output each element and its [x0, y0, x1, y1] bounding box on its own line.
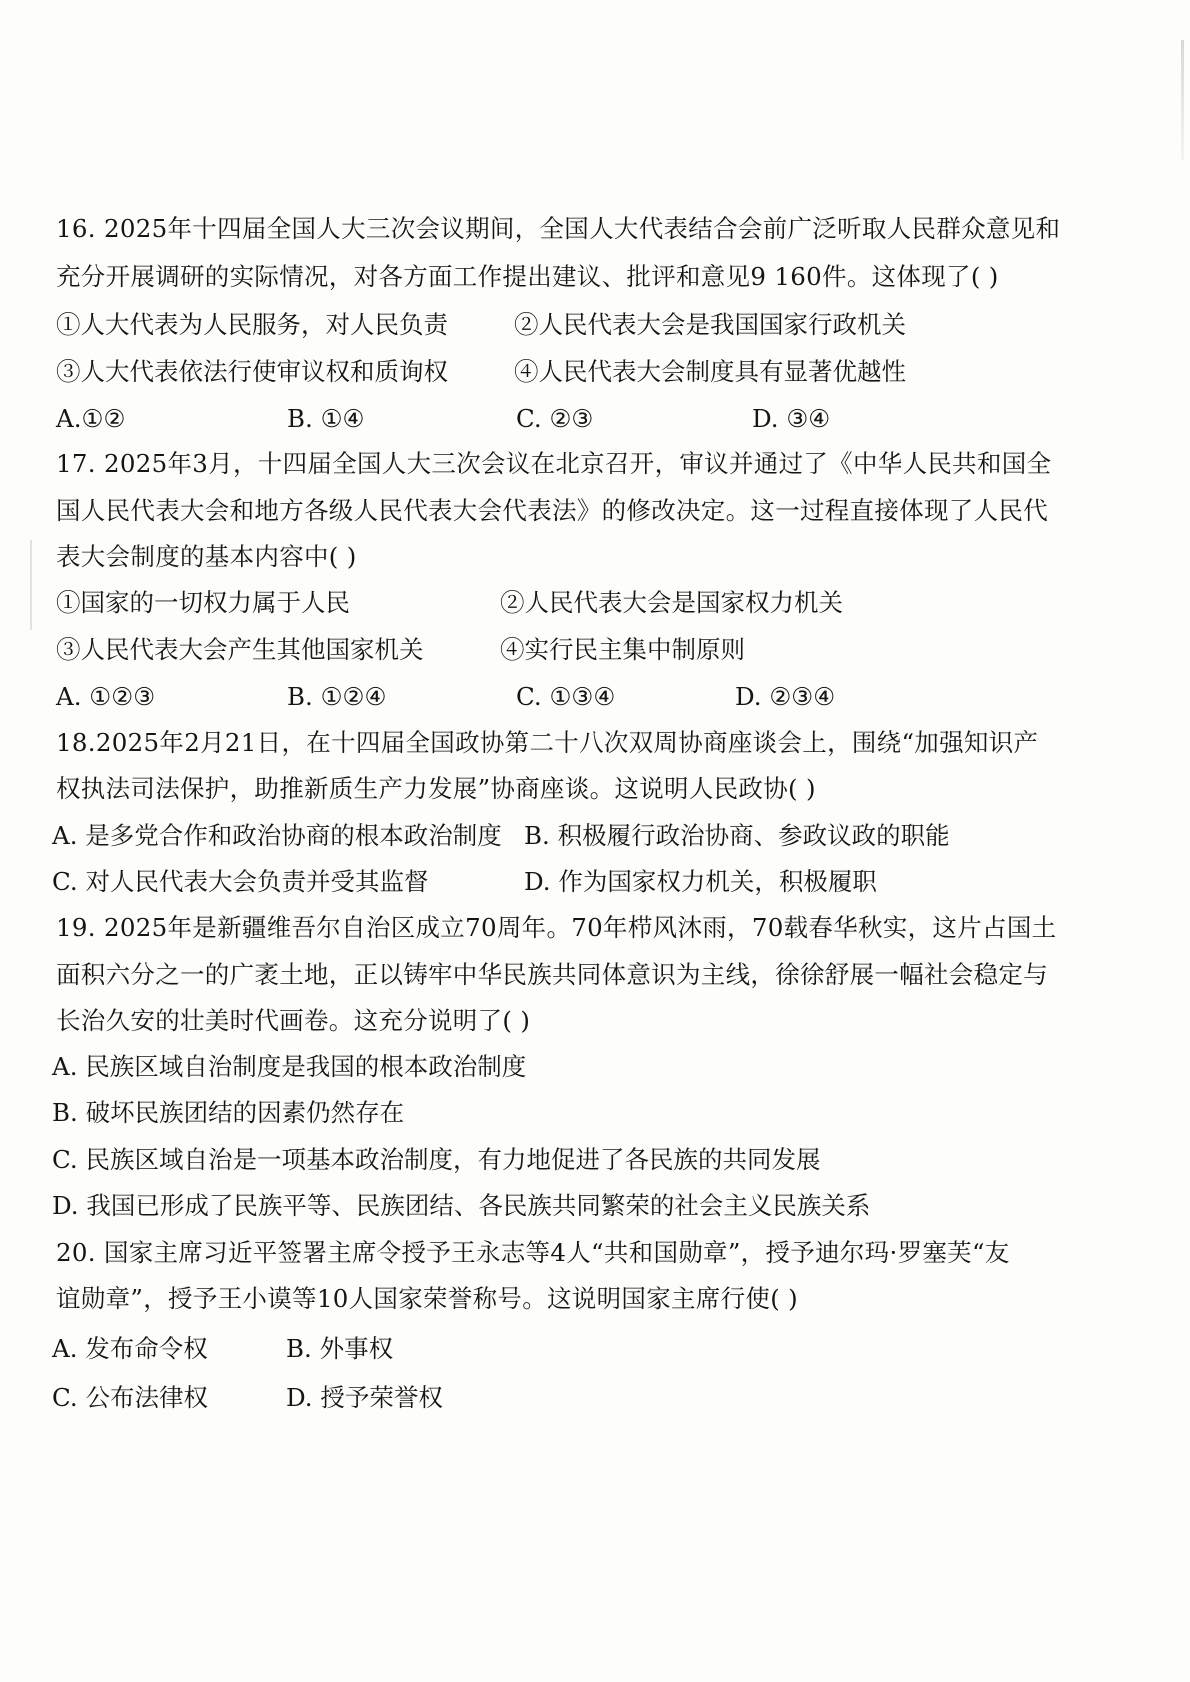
- q20-choice-c: C. 公布法律权: [52, 1383, 208, 1412]
- q18-choice-d: D. 作为国家权力机关，积极履职: [524, 867, 877, 896]
- q17-choice-a: A. ①②③: [56, 682, 156, 711]
- q19-stem-line-2: 面积六分之一的广袤土地，正以铸牢中华民族共同体意识为主线，徐徐舒展一幅社会稳定与: [56, 960, 1048, 989]
- q16-choice-a: A.①②: [56, 404, 126, 433]
- scan-edge-shadow: [1181, 40, 1184, 160]
- q17-statement-3: ③人民代表大会产生其他国家机关: [56, 635, 424, 664]
- q17-statement-2: ②人民代表大会是国家权力机关: [500, 588, 843, 617]
- q16-statement-2: ②人民代表大会是我国国家行政机关: [514, 310, 906, 339]
- q16-statement-3: ③人大代表依法行使审议权和质询权: [56, 357, 448, 386]
- q19-stem-line-1: 19. 2025年是新疆维吾尔自治区成立70周年。70年栉风沐雨，70载春华秋实，这片占国土: [56, 913, 1057, 942]
- q19-choice-b: B. 破坏民族团结的因素仍然存在: [52, 1098, 405, 1127]
- scan-binder-mark: [30, 540, 32, 630]
- q17-stem-line-2: 国人民代表大会和地方各级人民代表大会代表法》的修改决定。这一过程直接体现了人民代: [56, 496, 1048, 525]
- q19-choice-c: C. 民族区域自治是一项基本政治制度，有力地促进了各民族的共同发展: [52, 1145, 821, 1174]
- q17-stem-line-1: 17. 2025年3月，十四届全国人大三次会议在北京召开，审议并通过了《中华人民共和国全: [56, 449, 1052, 478]
- q19-choice-a: A. 民族区域自治制度是我国的根本政治制度: [52, 1052, 527, 1081]
- q19-choice-d: D. 我国已形成了民族平等、民族团结、各民族共同繁荣的社会主义民族关系: [52, 1191, 871, 1220]
- q16-choice-c: C. ②③: [516, 404, 594, 433]
- q17-choice-b: B. ①②④: [287, 682, 387, 711]
- q17-choice-c: C. ①③④: [516, 682, 616, 711]
- q20-choice-b: B. 外事权: [286, 1334, 394, 1363]
- q20-choice-d: D. 授予荣誉权: [286, 1383, 443, 1412]
- q18-choice-c: C. 对人民代表大会负责并受其监督: [52, 867, 429, 896]
- q18-choice-a: A. 是多党合作和政治协商的根本政治制度: [52, 821, 502, 850]
- q19-stem-line-3: 长治久安的壮美时代画卷。这充分说明了( ): [56, 1006, 531, 1035]
- q17-choice-d: D. ②③④: [735, 682, 836, 711]
- q18-choice-b: B. 积极履行政治协商、参政议政的职能: [524, 821, 950, 850]
- q16-statement-1: ①人大代表为人民服务，对人民负责: [56, 310, 448, 339]
- q18-stem-line-1: 18.2025年2月21日，在十四届全国政协第二十八次双周协商座谈会上，围绕“加强知识产: [56, 728, 1039, 757]
- q16-stem-line-1: 16. 2025年十四届全国人大三次会议期间，全国人大代表结合会前广泛听取人民群众意见和: [56, 214, 1061, 243]
- q16-stem-line-2: 充分开展调研的实际情况，对各方面工作提出建议、批评和意见9 160件。这体现了( ): [56, 262, 999, 291]
- q17-statement-4: ④实行民主集中制原则: [500, 635, 745, 664]
- q20-choice-a: A. 发布命令权: [52, 1334, 208, 1363]
- q16-choice-d: D. ③④: [752, 404, 831, 433]
- q16-statement-4: ④人民代表大会制度具有显著优越性: [514, 357, 906, 386]
- q20-stem-line-2: 谊勋章”，授予王小谟等10人国家荣誉称号。这说明国家主席行使( ): [56, 1284, 799, 1313]
- q17-stem-line-3: 表大会制度的基本内容中( ): [56, 542, 357, 571]
- q18-stem-line-2: 权执法司法保护，助推新质生产力发展”协商座谈。这说明人民政协( ): [56, 774, 816, 803]
- q20-stem-line-1: 20. 国家主席习近平签署主席令授予王永志等4人“共和国勋章”，授予迪尔玛·罗塞芙“友: [56, 1238, 1010, 1267]
- q17-statement-1: ①国家的一切权力属于人民: [56, 588, 350, 617]
- q16-choice-b: B. ①④: [287, 404, 365, 433]
